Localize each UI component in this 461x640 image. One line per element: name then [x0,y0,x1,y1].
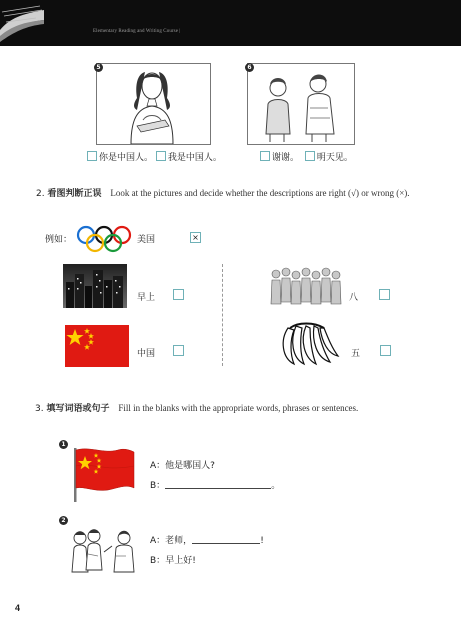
section-title-en: Fill in the blanks with the appropriate words, phrases or sentences. [118,403,359,413]
picture-6-options [260,150,353,163]
item-number-badge: 5 [94,63,103,72]
speaker-label: B： [150,556,166,566]
dialog-line [150,553,196,566]
olympic-rings-image [76,225,132,253]
dialog-number-badge: 1 [59,440,68,449]
dialog-text: 早上好! [165,556,196,566]
chinese-flag-image [65,325,129,367]
speaker-label: A： [150,536,166,546]
option-label: 我是中国人。 [167,153,222,163]
answer-box[interactable] [379,289,390,300]
section-number: 3. [35,404,44,414]
speaker-label: B： [150,481,166,491]
bananas-image [278,320,340,368]
checkbox-option[interactable] [156,151,166,161]
answer-box[interactable] [380,345,391,356]
dialog-line [150,458,215,471]
checkbox-option[interactable] [87,151,97,161]
dialog-number-badge: 2 [59,516,68,525]
section-title-zh: 填写词语或句子 [46,404,110,414]
section-number: 2. [36,189,45,199]
option-label: 你是中国人。 [99,153,154,163]
woman-portrait-illustration [97,64,210,144]
checkbox-option[interactable] [305,151,315,161]
page-number: 4 [15,603,21,613]
item-word: 中国 [137,349,156,359]
item-word: 早上 [137,293,156,303]
waving-chinese-flag-image [70,446,136,502]
dialog-punctuation: 。 [271,481,281,491]
column-divider [222,264,223,366]
item-word: 八 [349,293,359,303]
speaker-label: A： [150,461,166,471]
dialog-line [150,533,264,546]
section-2-heading [36,186,410,199]
group-of-people-image [268,266,344,306]
answer-box[interactable] [173,289,184,300]
dialog-text: 老师， [165,536,193,546]
item-number-badge: 6 [245,63,254,72]
example-answer-box: × [190,232,201,243]
picture-frame-6 [247,63,355,145]
example-label: 例如： [45,235,73,245]
section-title-zh: 看图判断正误 [47,189,102,199]
dialog-punctuation: ! [260,536,264,546]
answer-box[interactable] [173,345,184,356]
checkbox-option[interactable] [260,151,270,161]
answer-blank[interactable] [165,488,271,489]
option-label: 明天见。 [316,153,353,163]
dialog-text: 他是哪国人? [165,461,215,471]
header-decoration [0,0,44,46]
header-title: Elementary Reading and Writing Course | [93,29,181,34]
dialog-line [150,478,280,491]
example-word: 美国 [137,235,156,245]
picture-5-options [87,150,222,163]
section-3-heading [35,401,358,414]
city-skyline-night-image [63,264,127,308]
section-title-en: Look at the pictures and decide whether the descriptions are right (√) or wrong (×). [110,188,410,198]
item-word: 五 [351,349,361,359]
answer-blank[interactable] [192,543,260,544]
teacher-and-students-illustration [68,526,138,574]
page-header-bar [0,0,461,46]
picture-frame-5 [96,63,211,145]
option-label: 谢谢。 [272,153,300,163]
two-people-illustration [248,64,354,144]
